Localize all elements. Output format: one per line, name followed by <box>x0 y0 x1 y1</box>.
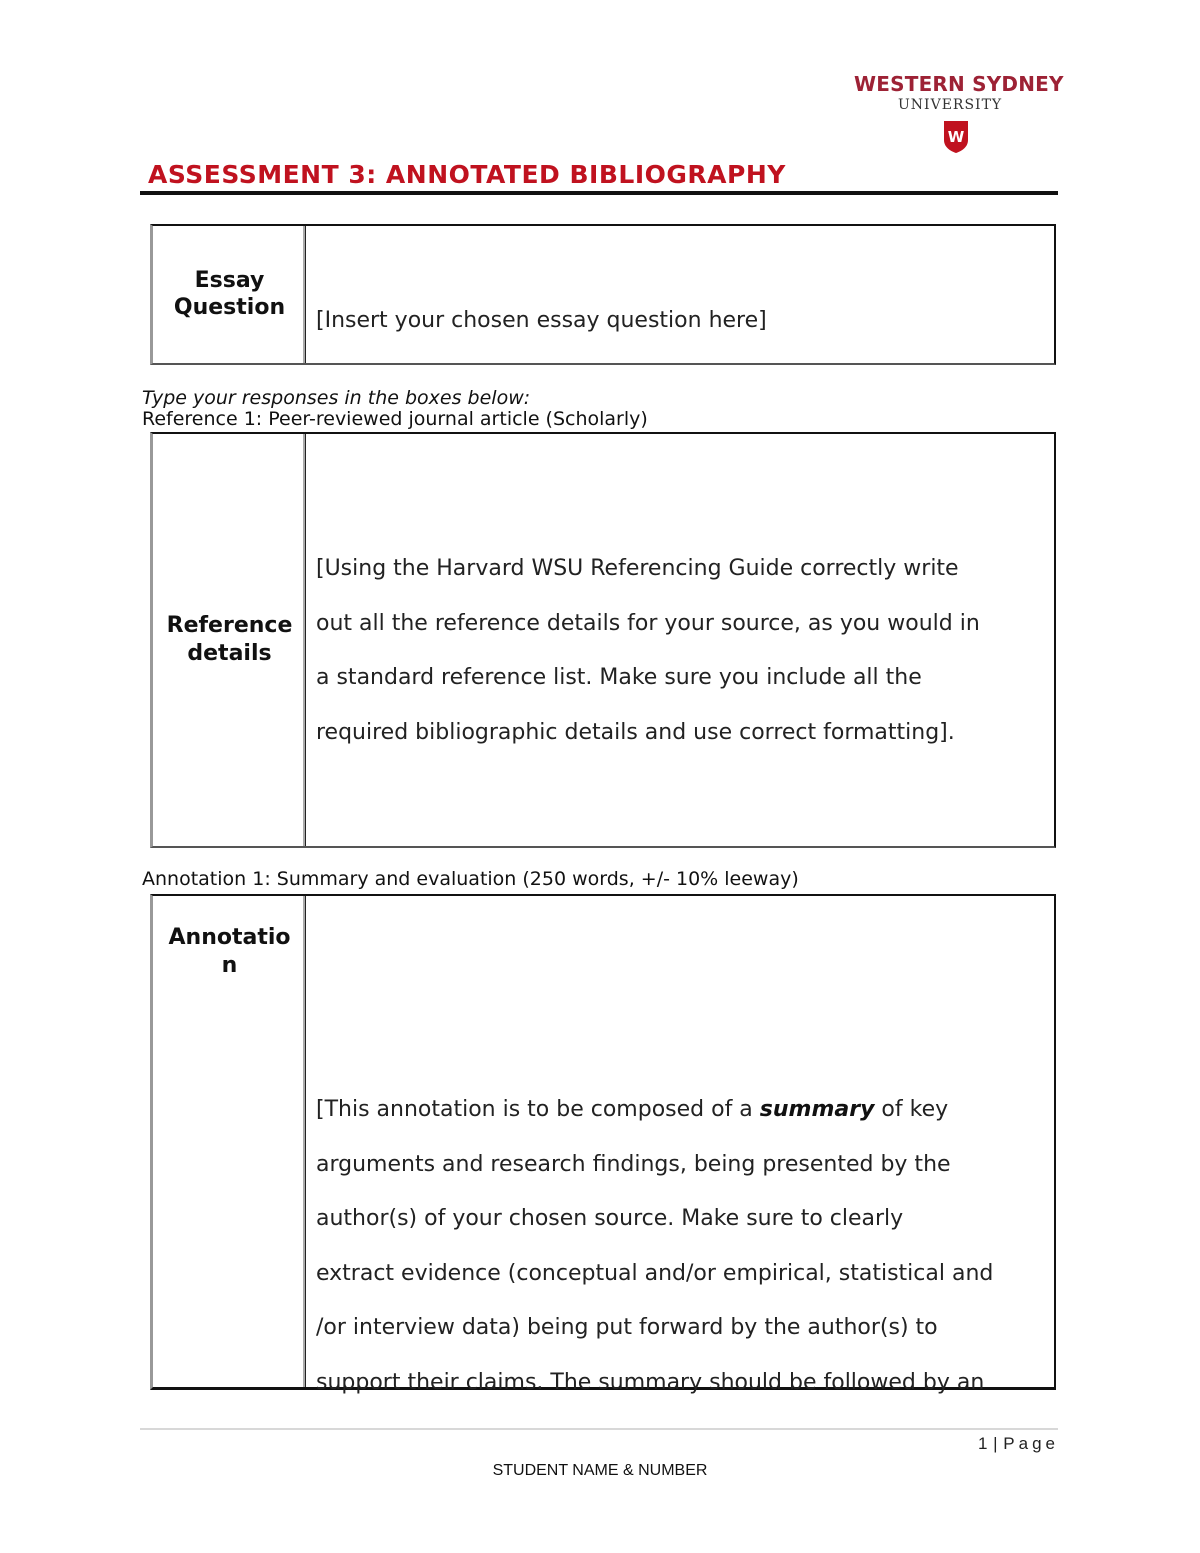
annotation-line: arguments and research findings, being presented by the <box>316 1151 951 1177</box>
essay-label-cell <box>153 226 306 363</box>
annotation-table <box>150 894 1056 1395</box>
annotation-line: extract evidence (conceptual and/or empirical, statistical and <box>316 1260 994 1286</box>
student-name-footer: STUDENT NAME & NUMBER <box>492 1462 708 1479</box>
annotation-line1-start: [This annotation is to be composed of a <box>316 1097 760 1122</box>
reference-line: [Using the Harvard WSU Referencing Guide correctly write <box>316 556 959 581</box>
annotation-line <box>316 1083 1051 1138</box>
annotation-line: /or interview data) being put forward by the author(s) to <box>316 1315 938 1340</box>
page-number-value: 1 <box>977 1434 988 1453</box>
shield-icon <box>943 120 969 154</box>
title-divider <box>140 191 1058 195</box>
university-logo <box>850 72 1064 162</box>
summary-emphasis: summary <box>759 1097 875 1122</box>
page-title: ASSESSMENT 3: ANNOTATED BIBLIOGRAPHY <box>148 160 786 189</box>
instructions-prompt: Type your responses in the boxes below: <box>142 387 531 409</box>
annotation-heading: Annotation 1: Summary and evaluation (250 words, +/- 10% leeway) <box>142 868 799 890</box>
reference-label-line2: details <box>187 641 272 666</box>
annotation-line1-end: of key <box>874 1097 949 1122</box>
shield-letter: W <box>947 128 965 146</box>
reference-line: a standard reference list. Make sure you include all the <box>316 665 922 690</box>
reference-line: required bibliographic details and use correct formatting]. <box>316 719 955 745</box>
essay-question-field[interactable]: [Insert your chosen essay question here] <box>316 308 767 333</box>
logo-name: WESTERN SYDNEY <box>854 72 1064 96</box>
reference-label-cell <box>153 434 306 846</box>
page-word: Page <box>1003 1434 1059 1453</box>
reference-details-field[interactable] <box>316 542 1046 760</box>
annotation-label-cell <box>153 896 306 1387</box>
essay-question-table <box>150 224 1056 365</box>
footer-divider <box>140 1428 1058 1430</box>
reference-label-line1: Reference <box>166 613 293 638</box>
annotation-label-line1: Annotatio <box>168 925 291 950</box>
annotation-field[interactable] <box>316 1083 1051 1410</box>
page-number <box>978 1434 1059 1454</box>
reference-heading: Reference 1: Peer-reviewed journal article (Scholarly) <box>142 408 648 430</box>
annotation-line: author(s) of your chosen source. Make sure to clearly <box>316 1206 904 1231</box>
annotation-line: support their claims. The summary should be followed by an <box>316 1369 985 1395</box>
annotation-label-line2: n <box>221 953 238 978</box>
reference-line: out all the reference details for your source, as you would in <box>316 610 980 636</box>
logo-subtitle: UNIVERSITY <box>898 97 1003 113</box>
reference-details-table <box>150 432 1056 848</box>
page-separator: | <box>993 1434 999 1453</box>
essay-label-line2: Question <box>173 295 286 320</box>
essay-label-line1: Essay <box>194 268 265 293</box>
